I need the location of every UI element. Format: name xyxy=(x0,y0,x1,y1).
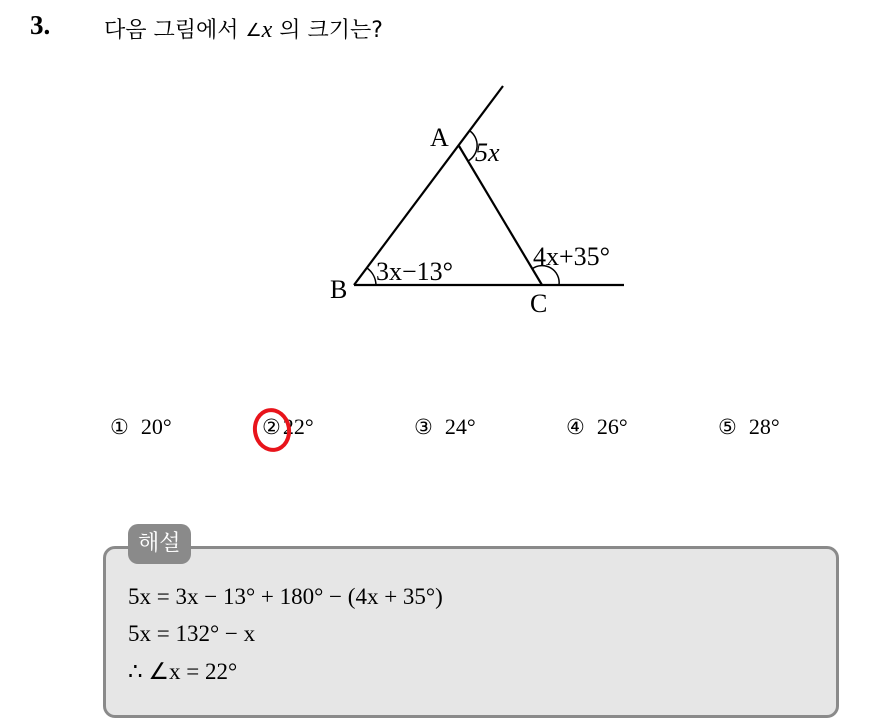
question-number: 3. xyxy=(30,10,51,40)
choice-3-number: ③ xyxy=(414,415,433,439)
vertex-b-label: B xyxy=(330,275,348,304)
choice-5-number: ⑤ xyxy=(718,415,737,439)
choice-2-number-glyph: ② xyxy=(262,415,281,439)
answer-circle-mark xyxy=(249,405,294,455)
angle-arc-b xyxy=(367,268,376,285)
choice-5[interactable] xyxy=(718,410,780,444)
question-variable: x xyxy=(261,17,273,43)
choice-1-value: 20° xyxy=(140,414,172,439)
angle-a-label: 5x xyxy=(475,138,500,167)
solution-line-3: ∴ ∠x = 22° xyxy=(128,659,238,684)
choice-4-value: 26° xyxy=(596,414,628,439)
choice-2[interactable] xyxy=(262,410,314,444)
vertex-c-label: C xyxy=(530,289,548,318)
line-ba-extension xyxy=(354,86,503,285)
choice-4-number: ④ xyxy=(566,415,585,439)
solution-line-2: 5x = 132° − x xyxy=(128,621,256,646)
question-text-before: 다음 그림에서 xyxy=(104,18,246,43)
choice-1[interactable] xyxy=(110,410,172,444)
choice-3-value: 24° xyxy=(444,414,476,439)
choice-2-value: 22° xyxy=(282,414,314,439)
question-text-after: 의 크기는? xyxy=(272,18,383,43)
choice-5-value: 28° xyxy=(748,414,780,439)
choice-1-number: ① xyxy=(110,415,129,439)
angle-symbol: ∠ xyxy=(245,20,262,40)
angle-c-label: 4x+35° xyxy=(533,242,611,271)
choice-3[interactable] xyxy=(414,410,476,444)
line-ac xyxy=(459,146,542,285)
vertex-a-label: A xyxy=(430,123,449,152)
angle-b-label: 3x−13° xyxy=(376,257,454,286)
choice-4[interactable] xyxy=(566,410,628,444)
solution-line-1: 5x = 3x − 13° + 180° − (4x + 35°) xyxy=(128,584,443,609)
answer-choices xyxy=(0,410,884,444)
solution-tab: 해설 xyxy=(128,524,191,564)
choice-2-number xyxy=(262,415,281,439)
